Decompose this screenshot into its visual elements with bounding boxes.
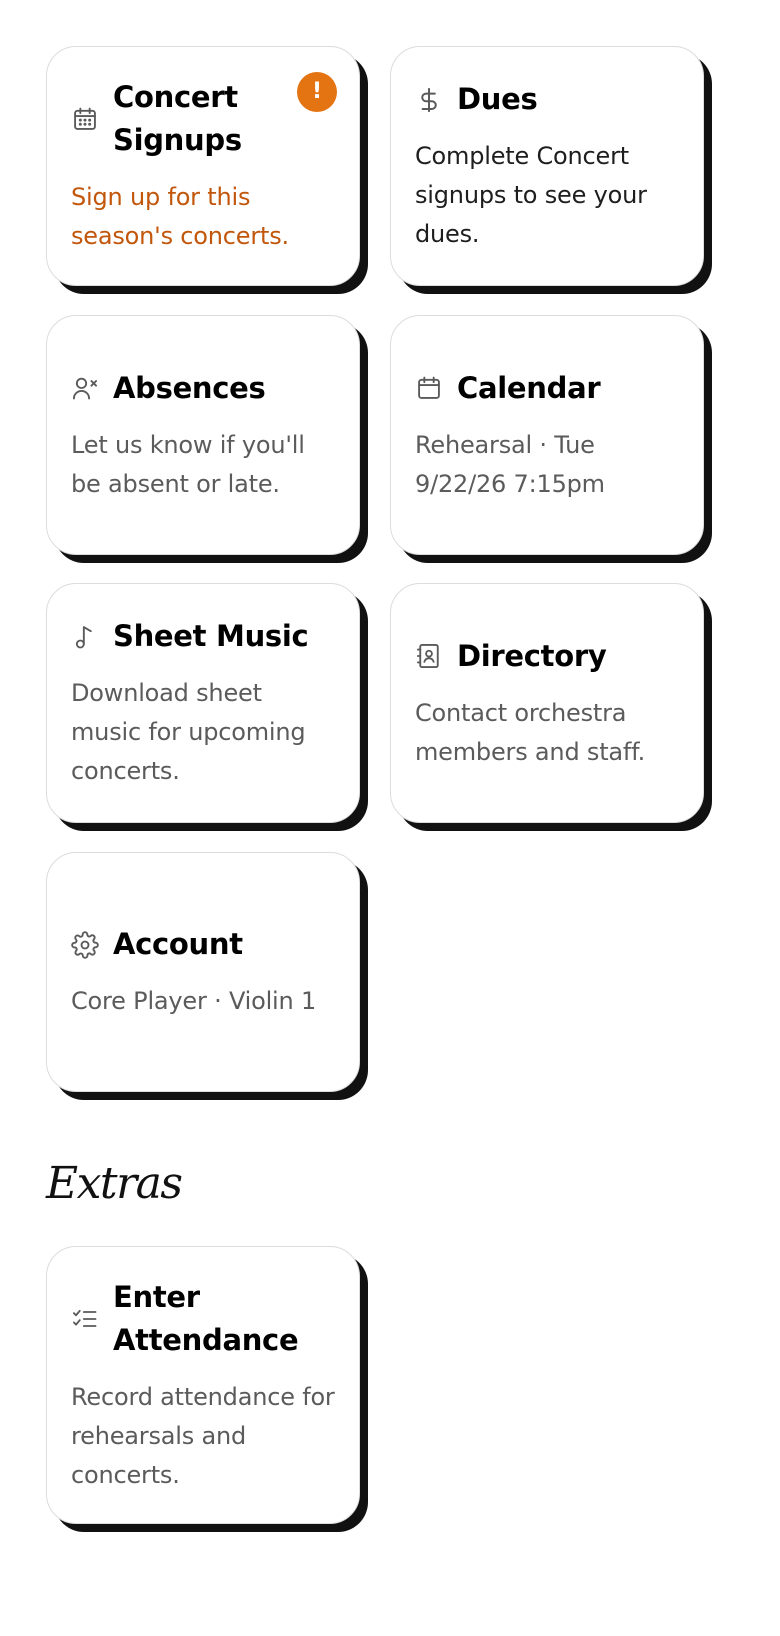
gear-icon bbox=[71, 931, 99, 959]
card-concert-signups[interactable] bbox=[46, 46, 360, 286]
card-sheet-music[interactable] bbox=[46, 583, 360, 823]
card-description: Contact orchestra members and staff. bbox=[415, 698, 646, 766]
card-dues[interactable] bbox=[390, 46, 704, 286]
contact-book-icon bbox=[415, 642, 443, 670]
music-note-icon bbox=[71, 623, 99, 651]
card-enter-attendance[interactable] bbox=[46, 1246, 360, 1524]
extras-heading: Extras bbox=[46, 1158, 182, 1209]
card-description: Record attendance for rehearsals and concerts. bbox=[71, 1382, 335, 1489]
card-absences[interactable] bbox=[46, 315, 360, 555]
card-title: Sheet Music bbox=[113, 619, 309, 653]
card-description: Complete Concert signups to see your dues. bbox=[415, 142, 647, 248]
card-header bbox=[415, 78, 679, 121]
calendar-grid-icon bbox=[71, 105, 99, 133]
calendar-icon bbox=[415, 374, 443, 402]
card-calendar[interactable] bbox=[390, 315, 704, 555]
card-description: Core Player · Violin 1 bbox=[71, 987, 317, 1015]
checklist-icon bbox=[71, 1305, 99, 1333]
card-title: Absences bbox=[113, 370, 266, 405]
alert-badge: ! bbox=[297, 72, 337, 112]
user-x-icon bbox=[71, 374, 99, 402]
card-title: Account bbox=[113, 927, 243, 961]
card-header bbox=[71, 367, 335, 410]
card-description: Download sheet music for upcoming concerts. bbox=[71, 679, 306, 785]
card-directory[interactable] bbox=[390, 583, 704, 823]
dollar-icon bbox=[415, 86, 443, 114]
card-title: Dues bbox=[457, 82, 538, 116]
card-header bbox=[415, 635, 679, 678]
card-header bbox=[71, 1276, 335, 1362]
card-title: Enter Attendance bbox=[113, 1279, 299, 1357]
card-account[interactable] bbox=[46, 852, 360, 1092]
card-title: Concert Signups bbox=[113, 80, 242, 157]
card-title: Directory bbox=[457, 638, 607, 673]
card-header bbox=[71, 615, 335, 658]
card-title: Calendar bbox=[457, 370, 601, 405]
card-description: Rehearsal · Tue 9/22/26 7:15pm bbox=[415, 430, 605, 498]
card-header bbox=[71, 76, 335, 162]
card-description: Sign up for this season's concerts. bbox=[71, 183, 289, 250]
card-header bbox=[71, 923, 335, 966]
card-description: Let us know if you'll be absent or late. bbox=[71, 430, 305, 498]
card-header bbox=[415, 367, 679, 410]
